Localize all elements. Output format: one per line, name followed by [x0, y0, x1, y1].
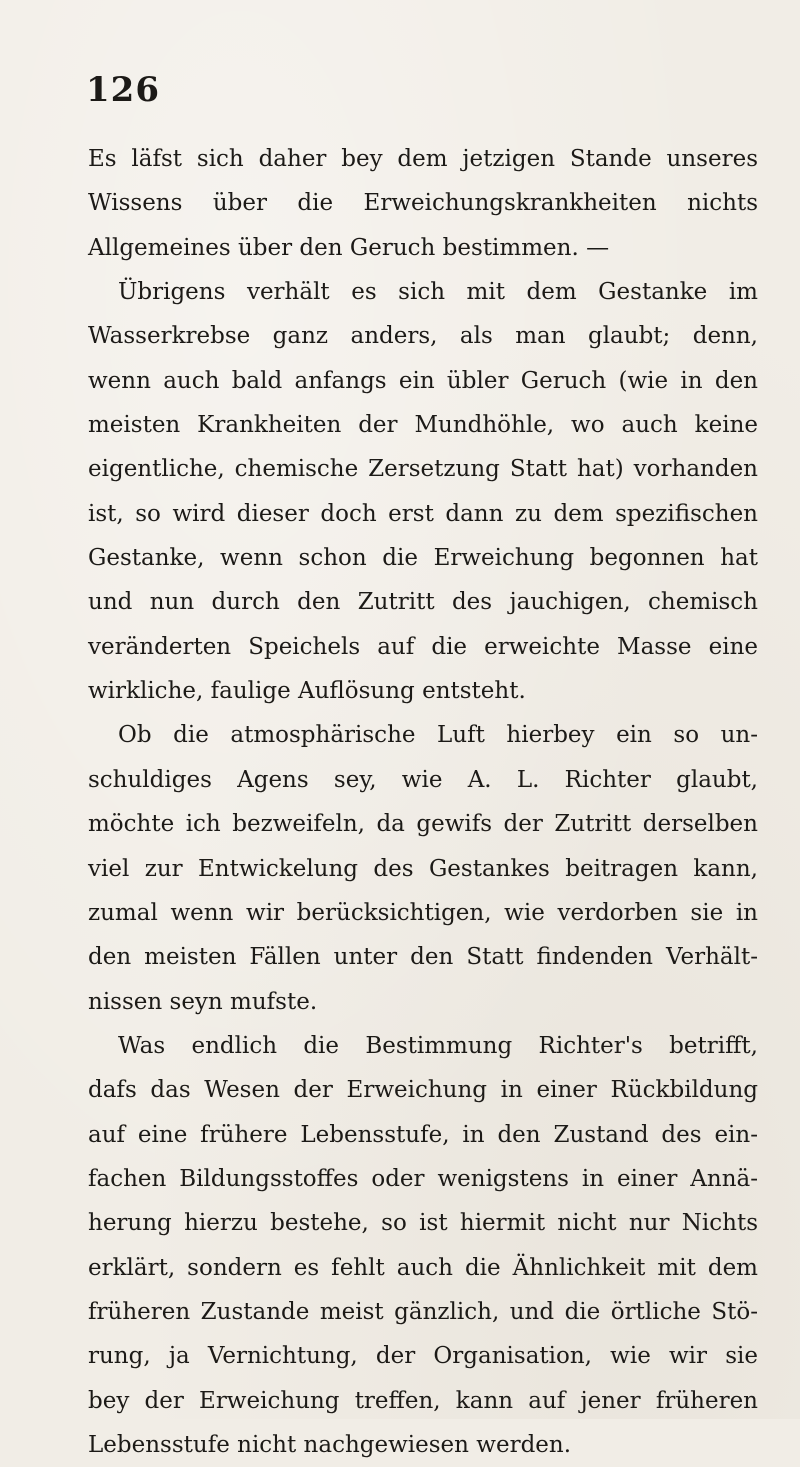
text-line: früheren Zustande meist gänzlich, und die örtliche Stö-	[88, 1298, 758, 1325]
text-line: Wissens über die Erweichungskrankheiten nichts	[88, 190, 758, 217]
text-line: Was endlich die Bestimmung Richter's betrifft,	[118, 1032, 758, 1059]
text-line: viel zur Entwickelung des Gestankes beitragen kann,	[88, 855, 758, 882]
text-line: Gestanke, wenn schon die Erweichung begonnen hat	[88, 545, 758, 572]
text-line: erklärt, sondern es fehlt auch die Ähnlichkeit mit dem	[88, 1254, 758, 1281]
paragraph-1	[88, 137, 758, 270]
text-line: Lebensstufe nicht nachgewiesen werden.	[88, 1431, 572, 1458]
text-line: dafs das Wesen der Erweichung in einer Rückbildung	[88, 1077, 758, 1104]
text-line: Es läfst sich daher bey dem jetzigen Stande unseres	[88, 146, 758, 172]
text-line: auf eine frühere Lebensstufe, in den Zustand des ein-	[88, 1121, 758, 1148]
text-line: bey der Erweichung treffen, kann auf jener früheren	[88, 1387, 758, 1414]
text-line: Ob die atmosphärische Luft hierbey ein so un-	[118, 722, 758, 749]
paragraph-3	[88, 713, 758, 1023]
text-line: möchte ich bezweifeln, da gewifs der Zutritt derselben	[88, 811, 758, 838]
text-line: herung hierzu bestehe, so ist hiermit nicht nur Nichts	[88, 1210, 758, 1237]
text-line: meisten Krankheiten der Mundhöhle, wo auch keine	[88, 412, 758, 439]
text-line: zumal wenn wir berücksichtigen, wie verdorben sie in	[88, 899, 758, 926]
text-line: wenn auch bald anfangs ein übler Geruch (wie in den	[88, 367, 758, 394]
text-line: schuldiges Agens sey, wie A. L. Richter glaubt,	[88, 766, 758, 793]
text-line: wirkliche, faulige Auflösung entsteht.	[88, 678, 526, 705]
page-number: 126	[86, 70, 160, 110]
text-line: nissen seyn mufste.	[88, 988, 318, 1015]
text-line: den meisten Fällen unter den Statt findenden Verhält-	[88, 944, 758, 971]
text-line: Allgemeines über den Geruch bestimmen. —	[88, 234, 610, 261]
text-line: veränderten Speichels auf die erweichte Masse eine	[88, 633, 758, 660]
paragraph-4	[88, 1024, 758, 1467]
text-line: rung, ja Vernichtung, der Organisation, wie wir sie	[88, 1343, 758, 1370]
paragraph-2	[88, 270, 758, 713]
text-line: fachen Bildungsstoffes oder wenigstens in einer Annä-	[88, 1165, 758, 1192]
text-line: und nun durch den Zutritt des jauchigen, chemisch	[88, 589, 758, 616]
text-line: Wasserkrebse ganz anders, als man glaubt; denn,	[88, 323, 758, 350]
text-line: ist, so wird dieser doch erst dann zu dem spezifischen	[88, 500, 758, 527]
body-text	[88, 137, 758, 1467]
text-line: Übrigens verhält es sich mit dem Gestanke im	[118, 279, 758, 306]
text-line: eigentliche, chemische Zersetzung Statt hat) vorhanden	[88, 456, 758, 483]
